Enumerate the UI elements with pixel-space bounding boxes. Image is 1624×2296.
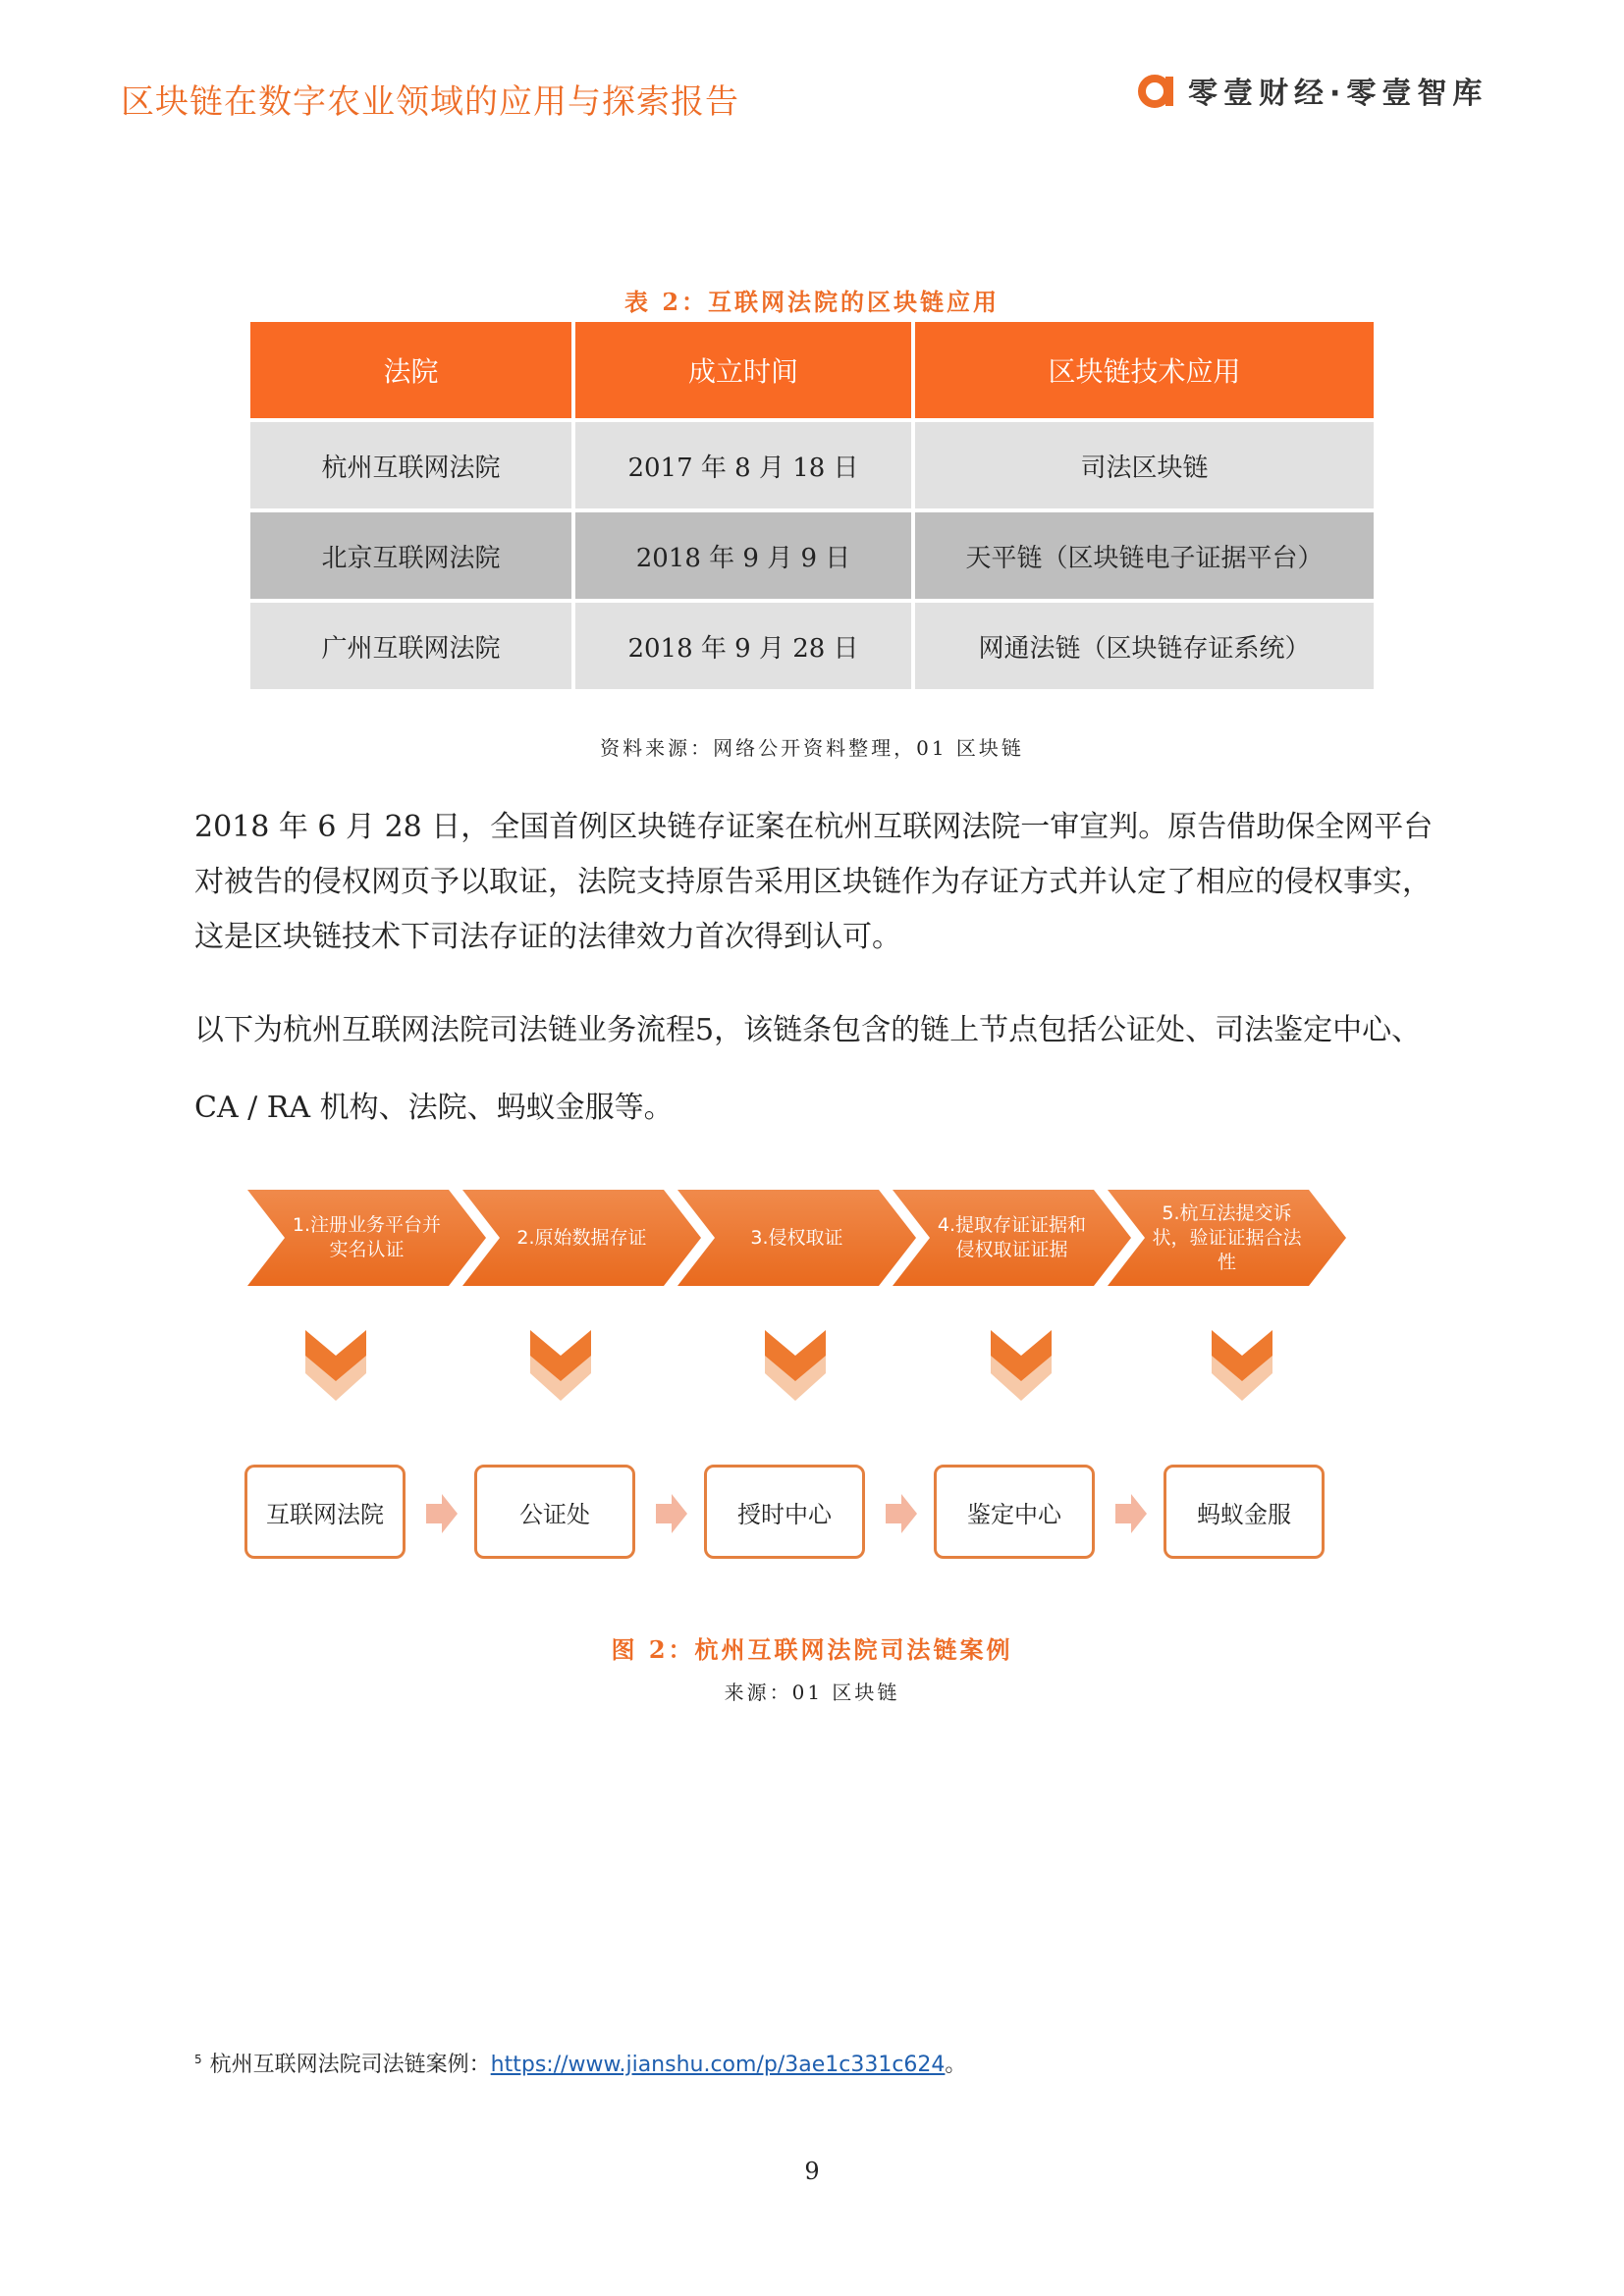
footnote-link[interactable]: https://www.jianshu.com/p/3ae1c331c624 xyxy=(490,2053,946,2077)
footnote-marker: 5 xyxy=(194,2052,202,2066)
table-source: 资料来源：网络公开资料整理，01 区块链 xyxy=(600,736,1024,760)
down-arrow-icon xyxy=(991,1330,1052,1401)
table-cell: 司法区块链 xyxy=(915,422,1374,508)
page-number: 9 xyxy=(804,2158,820,2185)
right-arrow-icon xyxy=(426,1494,458,1533)
process-step xyxy=(462,1190,701,1286)
down-arrow-icon xyxy=(1212,1330,1272,1401)
figure-caption: 图 2：杭州互联网法院司法链案例 xyxy=(611,1635,1013,1664)
footnote xyxy=(194,2048,966,2078)
step-label: 3.侵权取证 xyxy=(750,1226,843,1249)
courts-table xyxy=(246,318,1378,693)
chain-node: 公证处 xyxy=(474,1465,635,1559)
table-cell: 广州互联网法院 xyxy=(250,603,571,689)
down-arrow-icon xyxy=(530,1330,591,1401)
brand-logo-icon xyxy=(1137,71,1176,110)
column-header: 成立时间 xyxy=(575,322,911,418)
figure-source: 来源：01 区块链 xyxy=(724,1681,900,1704)
right-arrow-icon xyxy=(656,1494,687,1533)
footnote-end: 。 xyxy=(945,2053,967,2077)
table-cell: 2017 年 8 月 18 日 xyxy=(575,422,911,508)
column-header: 法院 xyxy=(250,322,571,418)
report-title: 区块链在数字农业领域的应用与探索报告 xyxy=(121,82,739,122)
table-caption: 表 2：互联网法院的区块链应用 xyxy=(623,288,1001,316)
brand-name: 零壹财经·零壹智库 xyxy=(1188,77,1489,111)
table-cell: 杭州互联网法院 xyxy=(250,422,571,508)
table-row xyxy=(250,512,1374,599)
process-step xyxy=(677,1190,916,1286)
step-label: 5.杭互法提交诉状，验证证据合法性 xyxy=(1152,1201,1302,1273)
process-step xyxy=(893,1190,1131,1286)
table-cell: 网通法链（区块链存证系统） xyxy=(915,603,1374,689)
table-cell: 天平链（区块链电子证据平台） xyxy=(915,512,1374,599)
right-arrow-icon xyxy=(1115,1494,1147,1533)
down-arrow-icon xyxy=(305,1330,366,1401)
chain-node: 鉴定中心 xyxy=(934,1465,1095,1559)
chain-node: 互联网法院 xyxy=(244,1465,406,1559)
table-row xyxy=(250,422,1374,508)
table-cell: 2018 年 9 月 9 日 xyxy=(575,512,911,599)
right-arrow-icon xyxy=(886,1494,917,1533)
brand-logo xyxy=(1137,69,1488,112)
down-arrow-icon xyxy=(765,1330,826,1401)
step-label: 2.原始数据存证 xyxy=(516,1226,647,1249)
paragraph: 以下为杭州互联网法院司法链业务流程5，该链条包含的链上节点包括公证处、司法鉴定中心、CA / RA 机构、法院、蚂蚁金服等。 xyxy=(194,1013,1422,1125)
process-step xyxy=(247,1190,486,1286)
step-label: 1.注册业务平台并实名认证 xyxy=(292,1214,442,1260)
column-header: 区块链技术应用 xyxy=(915,322,1374,418)
chain-node: 授时中心 xyxy=(704,1465,865,1559)
chain-node: 蚂蚁金服 xyxy=(1164,1465,1325,1559)
process-step xyxy=(1108,1190,1346,1286)
table-cell: 北京互联网法院 xyxy=(250,512,571,599)
paragraph: 2018 年 6 月 28 日，全国首例区块链存证案在杭州互联网法院一审宣判。原告借助保全网平台对被告的侵权网页予以取证，法院支持原告采用区块链作为存证方式并认定了相应的侵权事实，这是区块链技术下司法存证的法律效力首次得到认可。 xyxy=(194,810,1434,954)
footnote-text: 杭州互联网法院司法链案例： xyxy=(209,2053,491,2077)
table-row xyxy=(250,603,1374,689)
step-label: 4.提取存证证据和侵权取证证据 xyxy=(937,1214,1087,1260)
table-cell: 2018 年 9 月 28 日 xyxy=(575,603,911,689)
